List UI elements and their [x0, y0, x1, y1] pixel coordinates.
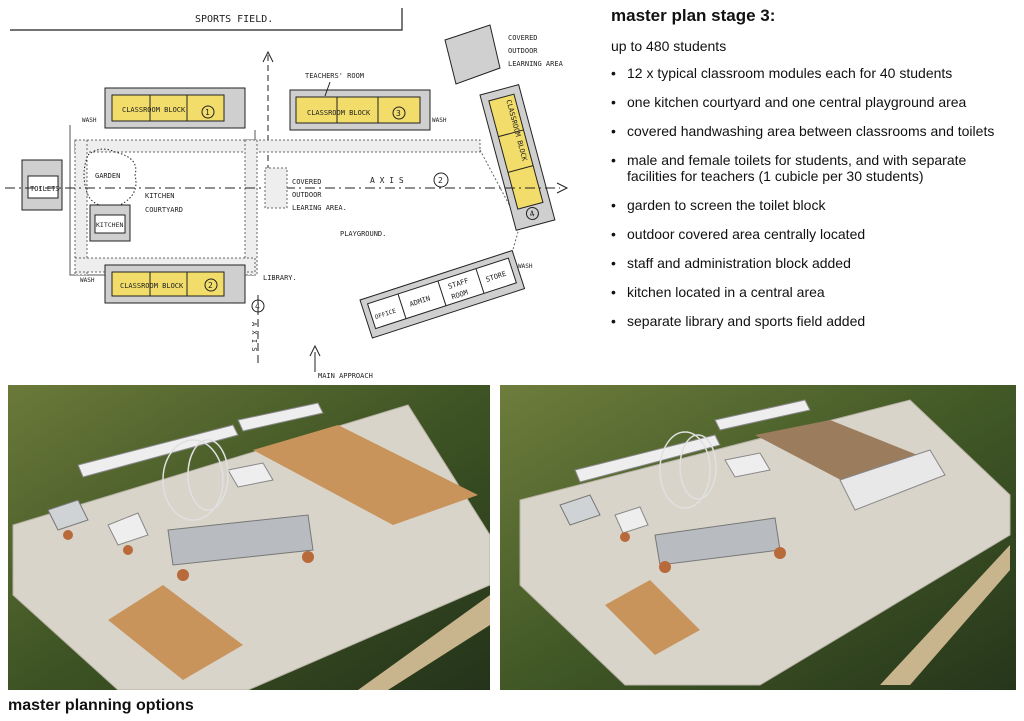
axis-vertical-label: A X I S — [250, 322, 258, 352]
classroom-block-4-label: CLASSROOM BLOCK — [504, 98, 529, 162]
panel-title: master plan stage 3: — [611, 6, 776, 25]
wash-label-2: WASH — [80, 277, 95, 284]
staff-room-label-1: STAFF — [447, 276, 470, 291]
axis-vertical-number: 4 — [255, 302, 260, 311]
axis-label: A X I S — [370, 176, 404, 185]
feature-item: • separate library and sports field added — [611, 313, 1019, 329]
feature-item: • outdoor covered area centrally located — [611, 226, 1019, 242]
walkway-axis — [255, 140, 480, 152]
classroom-block-4-group — [480, 85, 555, 231]
wash-label-4: WASH — [518, 263, 533, 270]
teachers-room-label: TEACHERS' ROOM — [305, 72, 365, 80]
covered-learning-area-shape — [265, 168, 287, 208]
axis-number: 2 — [438, 176, 443, 185]
admin-block-group — [360, 251, 525, 338]
covered-learning-label-1: COVERED — [292, 178, 322, 186]
wash-label-1: WASH — [82, 117, 97, 124]
classroom-block-1-label: CLASSROOM BLOCK — [122, 106, 186, 114]
feature-item: • male and female toilets for students, and with separate facilities for teachers (1 cubicle per 30 students) — [611, 152, 1019, 184]
walkway-left — [75, 140, 87, 275]
wash-label-3: WASH — [432, 117, 447, 124]
caption: master planning options — [8, 697, 194, 714]
covered-outdoor-area-label-2: OUTDOOR — [508, 47, 538, 55]
kitchen-courtyard-label-1: KITCHEN — [145, 192, 175, 200]
model-photo-option-2 — [500, 385, 1016, 690]
classroom-block-4-number: 4 — [528, 209, 536, 220]
main-approach-label: MAIN APPROACH — [318, 372, 373, 380]
covered-outdoor-area-label-1: COVERED — [508, 34, 538, 42]
feature-list — [611, 65, 1019, 342]
classroom-block-2-number: 2 — [208, 281, 213, 290]
covered-learning-label-3: LEARING AREA. — [292, 204, 347, 212]
staff-room-label-2: ROOM — [450, 288, 469, 302]
panel-subtitle: up to 480 students — [611, 38, 727, 54]
arrow-right-icon — [557, 183, 567, 193]
garden-label: GARDEN — [95, 172, 121, 180]
sports-field-label: SPORTS FIELD. — [195, 14, 274, 25]
covered-learning-label-2: OUTDOOR — [292, 191, 322, 199]
feature-item: • 12 x typical classroom modules each for 40 students — [611, 65, 1019, 81]
feature-item: • garden to screen the toilet block — [611, 197, 1019, 213]
feature-item: • covered handwashing area between classrooms and toilets — [611, 123, 1019, 139]
playground-label: PLAYGROUND. — [340, 230, 387, 238]
classroom-block-2-label: CLASSROOM BLOCK — [120, 282, 184, 290]
kitchen-courtyard-label-2: COURTYARD — [145, 206, 183, 214]
covered-outdoor-area-shape — [445, 25, 500, 84]
walkway-right — [245, 140, 257, 275]
walkway-top — [75, 140, 255, 152]
admin-label: ADMIN — [408, 294, 432, 309]
covered-outdoor-area-label-3: LEARNING AREA — [508, 60, 563, 68]
classroom-block-3-number: 3 — [396, 109, 401, 118]
model-photo-option-1 — [8, 385, 490, 690]
classroom-block-1-number: 1 — [205, 108, 210, 117]
kitchen-label: KITCHEN — [96, 221, 124, 229]
store-label: STORE — [484, 269, 508, 284]
feature-item: • kitchen located in a central area — [611, 284, 1019, 300]
feature-item: • one kitchen courtyard and one central playground area — [611, 94, 1019, 110]
toilets-label: TOILETS — [30, 185, 60, 193]
feature-item: • staff and administration block added — [611, 255, 1019, 271]
site-plan-sketch — [0, 0, 600, 385]
office-label: OFFICE — [374, 307, 397, 321]
classroom-block-3-label: CLASSROOM BLOCK — [307, 109, 371, 117]
library-label: LIBRARY. — [263, 274, 297, 282]
